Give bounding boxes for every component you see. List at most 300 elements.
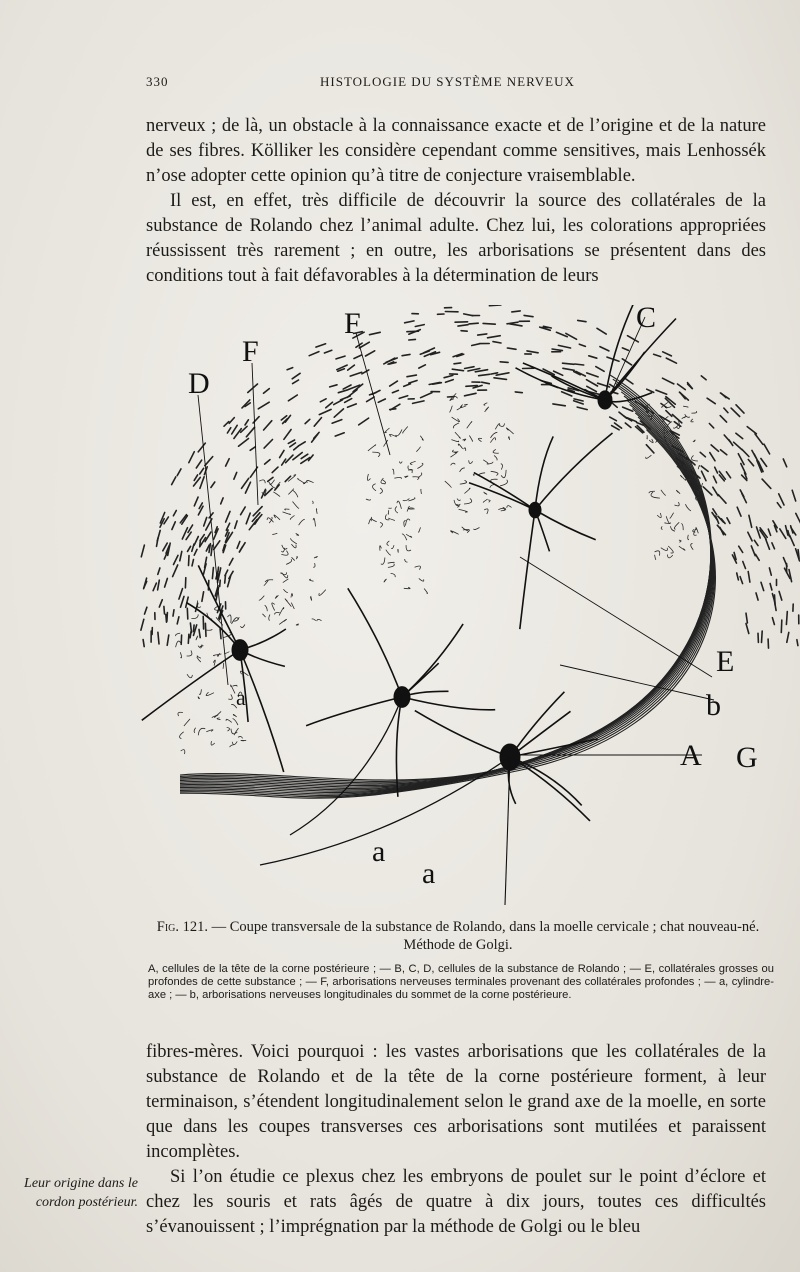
fiber-dash — [798, 550, 799, 559]
arborisation-tangle — [176, 601, 249, 755]
fiber-dash — [239, 439, 249, 447]
fiber-dash — [748, 460, 753, 466]
fiber-dash — [718, 516, 724, 522]
label-a-bottom-left: a — [372, 835, 386, 868]
fiber-dash — [348, 365, 355, 370]
fiber-dash — [464, 314, 473, 316]
fiber-dash — [199, 629, 200, 637]
fiber-dash — [188, 546, 191, 551]
axon — [290, 697, 402, 835]
fiber-dash — [173, 511, 176, 516]
fiber-dash — [196, 460, 201, 468]
figure-121-golgi-drawing — [140, 305, 800, 910]
fiber-dash — [293, 380, 299, 384]
fiber-dash — [268, 477, 273, 481]
collateral-arcs — [180, 375, 715, 798]
label-G: G — [736, 741, 758, 774]
fiber-dash — [761, 459, 767, 467]
fiber-dash — [579, 344, 585, 346]
margin-note: Leur origine dans le cordon postérieur. — [24, 1176, 138, 1210]
fiber-dash — [190, 623, 191, 633]
fiber-dash — [286, 455, 293, 463]
collateral-arc — [180, 392, 711, 786]
fiber-dash — [399, 396, 408, 399]
fiber-dash — [500, 362, 508, 363]
fiber-dash — [770, 584, 772, 591]
fiber-dash — [165, 578, 168, 587]
fiber-dash — [713, 476, 716, 483]
fiber-dash — [600, 347, 609, 351]
fiber-dash — [314, 418, 321, 427]
fiber-dash — [239, 543, 245, 552]
fiber-dash — [742, 493, 747, 502]
fiber-dash — [194, 537, 198, 546]
fiber-dash — [264, 440, 272, 449]
fiber-dash — [654, 354, 661, 356]
paragraph-bottom-text: fibres-mères. Voici pourquoi : les vastes arborisations que les collatérales de la substance de Rolando et de la tête de la corne postérieure forment, à leur terminaison, s’étendent longitudinalement selon le grand axe de la moelle, en sorte que dans les coupes transverses ces arborisations sont mutilées et paraissent incomplètes. — [146, 1042, 766, 1162]
fiber-dash — [220, 629, 221, 639]
fiber-dash — [409, 339, 416, 340]
fiber-dash — [298, 442, 305, 446]
fiber-dash — [246, 427, 254, 437]
fiber-dash — [143, 640, 144, 647]
fiber-dash — [510, 324, 523, 326]
fiber-dash — [575, 364, 584, 365]
dendrite — [402, 697, 495, 710]
label-A: A — [680, 739, 702, 772]
fiber-dash — [413, 401, 424, 404]
fiber-dash — [720, 416, 726, 423]
dendrite — [415, 711, 510, 757]
fiber-dash — [563, 363, 575, 364]
collateral-arc — [180, 425, 715, 796]
fiber-dash — [192, 560, 194, 566]
fiber-dash — [336, 356, 345, 359]
fiber-dash — [478, 334, 487, 335]
fiber-dash — [703, 487, 712, 495]
fiber-dash — [359, 418, 369, 425]
fiber-dash — [702, 471, 707, 481]
fiber-dash — [754, 540, 758, 545]
fiber-dash — [272, 467, 278, 473]
caption-text: — Coupe transversale de la substance de Rolando, dans la moelle cervicale ; chat nouveau-né. Méthode de Golgi. — [208, 919, 760, 953]
fiber-dash — [211, 482, 215, 488]
fiber-dash — [469, 323, 478, 324]
fiber-dash — [205, 623, 206, 636]
fiber-dash — [625, 423, 631, 428]
fiber-dash — [563, 368, 574, 370]
fiber-dash — [189, 452, 195, 463]
fiber-dash — [596, 367, 604, 372]
fiber-dash — [739, 546, 743, 552]
dendrite — [469, 483, 535, 510]
fiber-dash — [772, 618, 774, 625]
fiber-dash — [179, 589, 183, 600]
fiber-dash — [512, 311, 520, 312]
fiber-dash — [392, 390, 398, 392]
fiber-dash — [348, 404, 357, 407]
fiber-dash — [553, 404, 565, 406]
fiber-dash — [402, 354, 410, 355]
fiber-dash — [663, 378, 674, 384]
fiber-dash — [558, 345, 570, 348]
fiber-dash — [366, 351, 375, 356]
fiber-dash — [454, 363, 461, 364]
arborisation-tangle — [259, 475, 326, 625]
fiber-dash — [779, 591, 782, 600]
fiber-dash — [797, 640, 798, 646]
fiber-dash — [622, 348, 628, 351]
fiber-dash — [647, 389, 654, 392]
fiber-dash — [330, 385, 337, 387]
label-F-middle: F — [344, 307, 361, 340]
collateral-arc — [180, 413, 712, 793]
fiber-dash — [419, 365, 426, 368]
label-F-left: F — [242, 335, 259, 368]
fiber-dash — [172, 522, 175, 530]
fiber-dash — [264, 421, 272, 430]
fiber-dash — [475, 370, 487, 372]
fiber-dash — [407, 375, 416, 377]
fiber-dash — [265, 460, 270, 465]
fiber-dash — [390, 381, 398, 386]
fiber-dash — [211, 545, 212, 555]
fiber-dash — [781, 620, 782, 632]
fiber-dash — [141, 545, 144, 557]
fiber-dash — [718, 495, 726, 504]
fiber-dash — [174, 555, 179, 564]
fiber-dash — [791, 526, 793, 533]
fiber-dash — [292, 373, 300, 379]
fiber-dash — [204, 517, 207, 526]
fiber-dash — [724, 435, 730, 442]
fiber-dash — [312, 434, 318, 442]
fiber-dash — [334, 409, 343, 417]
fiber-dash — [189, 556, 190, 566]
fiber-dash — [229, 418, 234, 424]
label-b: b — [706, 689, 721, 722]
dendrite — [402, 624, 463, 697]
fiber-dash — [163, 543, 167, 551]
fiber-dash — [390, 409, 396, 410]
fiber-dash — [656, 390, 667, 394]
fiber-dash — [177, 469, 181, 476]
running-header — [146, 74, 766, 94]
fiber-dash — [764, 444, 770, 454]
paragraph-top — [146, 114, 766, 289]
figure-number: Fig. 121. — [156, 919, 209, 935]
collateral-arc — [180, 421, 714, 795]
fiber-dash — [186, 532, 191, 540]
fiber-dash — [319, 409, 331, 414]
fiber-dash — [755, 434, 763, 444]
fiber-dash — [205, 532, 211, 542]
fiber-dash — [245, 482, 250, 493]
fiber-dash — [324, 350, 331, 353]
fiber-dash — [362, 370, 369, 374]
fiber-dash — [737, 573, 739, 580]
fiber-dash — [646, 445, 654, 453]
fiber-dash — [761, 582, 764, 590]
fiber-dash — [726, 472, 730, 478]
fiber-dash — [777, 503, 781, 508]
fiber-dash — [527, 351, 538, 353]
fiber-dash — [173, 610, 174, 616]
fiber-dash — [193, 625, 194, 631]
fiber-dash — [198, 443, 205, 452]
fiber-dash — [756, 554, 760, 560]
fiber-dash — [491, 373, 498, 374]
fiber-dash — [354, 355, 362, 359]
fiber-dash — [227, 428, 230, 433]
collateral-arc — [180, 379, 711, 781]
fiber-dash — [280, 450, 284, 457]
fiber-dash — [766, 539, 770, 549]
paragraph-bottom — [146, 1040, 766, 1240]
fiber-dash — [701, 466, 708, 471]
fiber-dash — [166, 614, 167, 622]
paragraph-top-text: nerveux ; de là, un obstacle à la connaissance exacte et de l’origine et de la nature de ses fibres. Kölliker les considère cependant comme sensitives, mais Lenhossék n’ose adopter cette opinion qu’à titre de conjecture vraisemblable. — [146, 116, 766, 186]
fiber-dash — [194, 549, 197, 555]
label-C: C — [636, 305, 657, 334]
collateral-arc — [180, 375, 711, 780]
fiber-dash — [552, 349, 562, 351]
fiber-dash — [713, 487, 718, 496]
collateral-arc — [180, 388, 711, 785]
dendrite — [306, 697, 402, 726]
dendrite — [520, 510, 535, 629]
fiber-dash — [762, 631, 763, 642]
fiber-dash — [746, 624, 749, 634]
fiber-dash — [472, 344, 480, 346]
fiber-dash — [752, 450, 756, 457]
fiber-dash — [577, 407, 587, 410]
fiber-dash — [367, 397, 375, 402]
fiber-dash — [724, 408, 728, 413]
fiber-dash — [710, 453, 715, 461]
fiber-dash — [734, 442, 742, 449]
fiber-dash — [751, 546, 755, 556]
fiber-dash — [748, 532, 752, 541]
fiber-dash — [740, 577, 743, 584]
fiber-dash — [245, 420, 248, 425]
fiber-dash — [524, 315, 533, 316]
fiber-dash — [285, 476, 290, 481]
fiber-dash — [225, 570, 228, 576]
dendrite — [535, 433, 613, 510]
dendrite — [474, 473, 535, 510]
fiber-dash — [446, 380, 454, 383]
fiber-dash — [772, 543, 775, 549]
fiber-dash — [742, 449, 749, 456]
fiber-dash — [768, 529, 770, 535]
fiber-dash — [489, 305, 501, 306]
figure-legend: A, cellules de la tête de la corne postérieure ; — B, C, D, cellules de la substance de Rolando ; — E, collatérales grosses ou profondes de cette substance ; — F, arborisations nerveuses terminales provenant des collatérales profondes ; — a, cylindre-axe ; — b, arborisations nerveuses longitudinales du sommet de la corne postérieure. — [148, 963, 774, 1001]
fiber-dash — [350, 372, 362, 376]
fiber-dash — [779, 494, 784, 505]
fiber-dash — [709, 424, 713, 428]
fiber-dash — [623, 407, 633, 411]
label-E: E — [716, 645, 735, 678]
fiber-dash — [153, 583, 156, 591]
label-D: D — [188, 367, 210, 400]
fiber-dash — [494, 378, 507, 380]
fiber-dash — [711, 445, 718, 451]
fiber-dash — [587, 380, 598, 386]
fiber-dash — [229, 558, 233, 565]
fiber-dash — [187, 608, 188, 619]
fiber-dash — [610, 417, 617, 421]
figure-caption — [148, 918, 768, 954]
fiber-dash — [202, 592, 204, 602]
fiber-dash — [429, 382, 440, 384]
fiber-dash — [226, 459, 230, 466]
paragraph-top-2-text: Il est, en effet, très difficile de découvrir la source des collatérales de la substance de Rolando chez l’animal adulte. Chez lui, les colorations appropriées réussissent très rarement ; en outre, les arborisations se présentent dans des conditions tout à fait défavorables à la détermination de leurs — [146, 191, 766, 286]
fiber-dash — [452, 369, 463, 371]
fiber-dash — [769, 568, 771, 575]
fiber-dash — [741, 464, 746, 475]
axon — [505, 757, 510, 905]
fiber-dash — [246, 513, 250, 524]
fiber-dash — [309, 352, 319, 356]
fiber-dash — [200, 477, 204, 489]
fiber-dash — [258, 402, 269, 409]
fiber-dash — [762, 479, 771, 488]
fiber-dash — [332, 420, 342, 424]
fiber-dash — [305, 419, 310, 423]
figure-labels — [188, 305, 758, 890]
fiber-dash — [188, 525, 193, 533]
fiber-dash — [180, 551, 182, 560]
fiber-dash — [181, 596, 185, 607]
fiber-dash — [334, 400, 343, 405]
fiber-dash — [458, 325, 468, 326]
collateral-arc — [180, 400, 711, 788]
fiber-dash — [158, 632, 159, 644]
fiber-dash — [335, 433, 344, 436]
fiber-dash — [235, 521, 237, 529]
fiber-dash — [409, 381, 417, 384]
fiber-dash — [212, 568, 213, 579]
fiber-dash — [483, 323, 495, 324]
fiber-dash — [619, 412, 627, 418]
label-pointer-lines — [198, 317, 714, 755]
dendrite — [348, 588, 402, 697]
fiber-dash — [200, 468, 204, 474]
fiber-dash — [177, 617, 179, 624]
fiber-dash — [796, 513, 800, 523]
arborisation-tangle — [445, 393, 514, 534]
fiber-dash — [421, 393, 432, 398]
fiber-dash — [587, 373, 598, 377]
fiber-dash — [700, 452, 705, 457]
fiber-dash — [209, 513, 213, 518]
fiber-dash — [515, 392, 522, 393]
fiber-dash — [345, 399, 352, 403]
fiber-dash — [234, 472, 237, 479]
fiber-dash — [284, 430, 291, 440]
collateral-arc — [180, 404, 712, 789]
fiber-dash — [757, 527, 761, 538]
fiber-dash — [727, 518, 730, 524]
fiber-dash — [507, 348, 516, 349]
fiber-dash — [461, 331, 467, 332]
fiber-dash — [226, 511, 230, 522]
fiber-dash — [145, 607, 147, 614]
fiber-dash — [792, 490, 796, 501]
fiber-dash — [707, 398, 715, 404]
fiber-dash — [465, 367, 474, 369]
fiber-dash — [597, 328, 606, 334]
fiber-dash — [250, 447, 255, 451]
fiber-dash — [224, 422, 229, 427]
collateral-arc — [180, 417, 713, 794]
label-a-left: a — [236, 685, 246, 710]
fiber-dash — [787, 632, 789, 642]
fiber-dash — [789, 570, 792, 582]
fiber-dash — [173, 565, 178, 577]
fiber-dash — [287, 368, 293, 370]
running-title: HISTOLOGIE DU SYSTÈME NERVEUX — [320, 74, 575, 89]
fiber-dash — [444, 375, 453, 377]
fiber-dash — [488, 336, 501, 338]
fiber-dash — [232, 425, 238, 434]
fiber-dash — [220, 580, 221, 586]
fiber-dash — [290, 443, 296, 447]
fiber-dash — [159, 600, 162, 607]
fiber-dash — [188, 634, 189, 643]
fiber-dash — [316, 344, 326, 347]
fiber-dash — [164, 517, 168, 524]
fiber-dash — [780, 529, 786, 539]
fiber-dash — [482, 382, 490, 384]
fiber-dash — [264, 389, 270, 394]
fiber-dash — [678, 384, 686, 390]
fiber-dash — [320, 399, 326, 402]
fiber-dash — [721, 450, 727, 455]
fiber-dash — [294, 446, 299, 450]
fiber-dash — [158, 568, 160, 574]
neuron-illustration — [140, 305, 800, 910]
fiber-dash — [241, 507, 246, 515]
fiber-dash — [736, 433, 743, 438]
fiber-dash — [578, 320, 586, 321]
fiber-dash — [747, 427, 756, 434]
fiber-dash — [326, 402, 333, 408]
fiber-dash — [717, 525, 725, 535]
fiber-dash — [783, 459, 786, 467]
fiber-dash — [237, 542, 240, 549]
fiber-dash — [790, 535, 795, 545]
paragraph-bottom-2-text: Si l’on étudie ce plexus chez les embryons de poulet sur le point d’éclore et chez les souris et rats âgés de quatre à dix jours, toutes ces difficultés s’évanouissent ; l’imprégnation par la méthode de Golgi ou le bleu — [146, 1167, 766, 1237]
fiber-dash — [736, 405, 744, 413]
page-number: 330 — [146, 74, 169, 89]
fiber-dash — [731, 408, 740, 416]
fiber-dash — [301, 454, 308, 458]
fiber-dash — [479, 374, 490, 375]
fiber-dash — [205, 457, 213, 466]
fiber-dash — [194, 475, 197, 481]
fiber-dash — [715, 467, 718, 473]
fiber-dash — [493, 342, 501, 343]
fiber-dash — [663, 352, 672, 356]
fiber-dash — [404, 384, 411, 387]
fiber-dash — [465, 393, 477, 396]
arborisation-tangle — [366, 427, 428, 594]
fiber-dash — [756, 593, 758, 600]
fiber-dash — [589, 356, 597, 358]
fiber-dash — [746, 613, 747, 623]
